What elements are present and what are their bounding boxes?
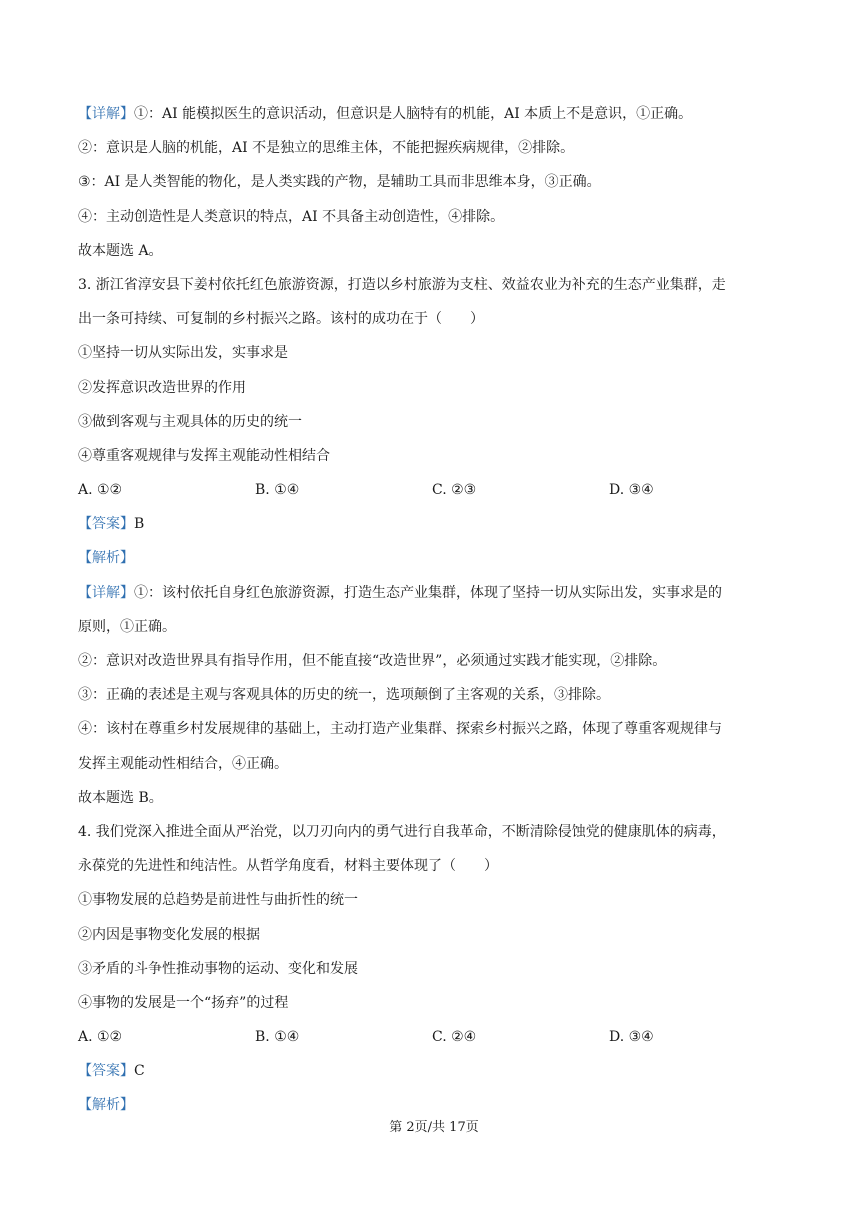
q3-answer-value: B bbox=[134, 516, 145, 533]
q3-detail-text-1a: ①：该村依托自身红色旅游资源，打造生态产业集群，体现了坚持一切从实际出发，实事求是的 bbox=[134, 584, 722, 601]
q4-option-c: C. ②④ bbox=[432, 1029, 477, 1046]
q4-item-2: ②内因是事物变化发展的根据 bbox=[78, 926, 260, 943]
q3-item-3: ③做到客观与主观具体的历史的统一 bbox=[78, 413, 302, 430]
q4-analysis bbox=[78, 1095, 790, 1115]
q3-item-4: ④尊重客观规律与发挥主观能动性相结合 bbox=[78, 447, 330, 464]
detail-tag: 【详解】 bbox=[78, 106, 134, 122]
q4-stem-line-1: 4. 我们党深入推进全面从严治党，以刀刃向内的勇气进行自我革命，不断清除侵蚀党的健康肌体的病毒， bbox=[78, 823, 726, 840]
q2-conclusion: 故本题选 A。 bbox=[78, 242, 163, 259]
answer-tag: 【答案】 bbox=[78, 1063, 134, 1080]
detail-tag: 【详解】 bbox=[78, 584, 134, 601]
q2-detail-text-1: ①：AI 能模拟医生的意识活动，但意识是人脑特有的机能，AI 本质上不是意识，①正确。 bbox=[134, 106, 693, 122]
q3-item-1: ①坚持一切从实际出发，实事求是 bbox=[78, 345, 288, 362]
q4-stem-line-2: 永葆党的先进性和纯洁性。从哲学角度看，材料主要体现了（ ） bbox=[78, 858, 498, 875]
q4-answer bbox=[78, 1061, 790, 1081]
analysis-tag: 【解析】 bbox=[78, 1097, 134, 1114]
q3-stem-line-1: 3. 浙江省淳安县下姜村依托红色旅游资源，打造以乡村旅游为支柱、效益农业为补充的生态产业集群，走 bbox=[78, 276, 726, 293]
q3-detail-line-4b: 发挥主观能动性相结合，④正确。 bbox=[78, 755, 288, 772]
q2-detail-line-4: ④：主动创造性是人类意识的特点，AI 不具备主动创造性，④排除。 bbox=[78, 208, 505, 225]
q3-option-c: C. ②③ bbox=[432, 482, 477, 499]
page-number-label: 第 2页/共 17页 bbox=[389, 1120, 479, 1135]
q4-option-a: A. ①② bbox=[78, 1029, 123, 1046]
q3-detail-line-1b: 原则，①正确。 bbox=[78, 618, 176, 635]
q3-detail-line-3: ③：正确的表述是主观与客观具体的历史的统一，选项颠倒了主客观的关系，③排除。 bbox=[78, 687, 610, 704]
q3-option-b: B. ①④ bbox=[255, 482, 300, 499]
q2-detail-line-2: ②：意识是人脑的机能，AI 不是独立的思维主体，不能把握疾病规律，②排除。 bbox=[78, 140, 575, 157]
q4-answer-value: C bbox=[134, 1063, 145, 1080]
q3-option-d: D. ③④ bbox=[609, 482, 654, 499]
q3-item-2: ②发挥意识改造世界的作用 bbox=[78, 379, 246, 396]
q3-option-a: A. ①② bbox=[78, 482, 123, 499]
q3-detail-line-2: ②：意识对改造世界具有指导作用，但不能直接“改造世界”，必须通过实践才能实现，②排除。 bbox=[78, 653, 667, 669]
q3-analysis bbox=[78, 548, 790, 568]
q4-option-d: D. ③④ bbox=[609, 1029, 654, 1046]
q2-detail-line-3: ③：AI 是人类智能的物化，是人类实践的产物，是辅助工具而非思维本身，③正确。 bbox=[78, 174, 601, 191]
page-content bbox=[78, 104, 790, 1130]
q3-conclusion: 故本题选 B。 bbox=[78, 789, 163, 806]
answer-tag: 【答案】 bbox=[78, 516, 134, 533]
q3-detail-line-4a: ④：该村在尊重乡村发展规律的基础上，主动打造产业集群、探索乡村振兴之路，体现了尊重客观规律与 bbox=[78, 721, 722, 738]
page-footer bbox=[0, 1118, 868, 1138]
q4-options bbox=[78, 1027, 790, 1047]
q4-item-3: ③矛盾的斗争性推动事物的运动、变化和发展 bbox=[78, 960, 358, 977]
q3-stem-line-2: 出一条可持续、可复制的乡村振兴之路。该村的成功在于（ ） bbox=[78, 311, 484, 328]
q4-item-4: ④事物的发展是一个“扬弃”的过程 bbox=[78, 994, 289, 1011]
q3-options bbox=[78, 480, 790, 500]
q4-item-1: ①事物发展的总趋势是前进性与曲折性的统一 bbox=[78, 892, 358, 909]
q3-detail-line-1a bbox=[78, 583, 790, 603]
analysis-tag: 【解析】 bbox=[78, 550, 134, 567]
q2-detail-line-1 bbox=[78, 104, 790, 124]
q4-option-b: B. ①④ bbox=[255, 1029, 300, 1046]
q3-answer bbox=[78, 514, 790, 534]
